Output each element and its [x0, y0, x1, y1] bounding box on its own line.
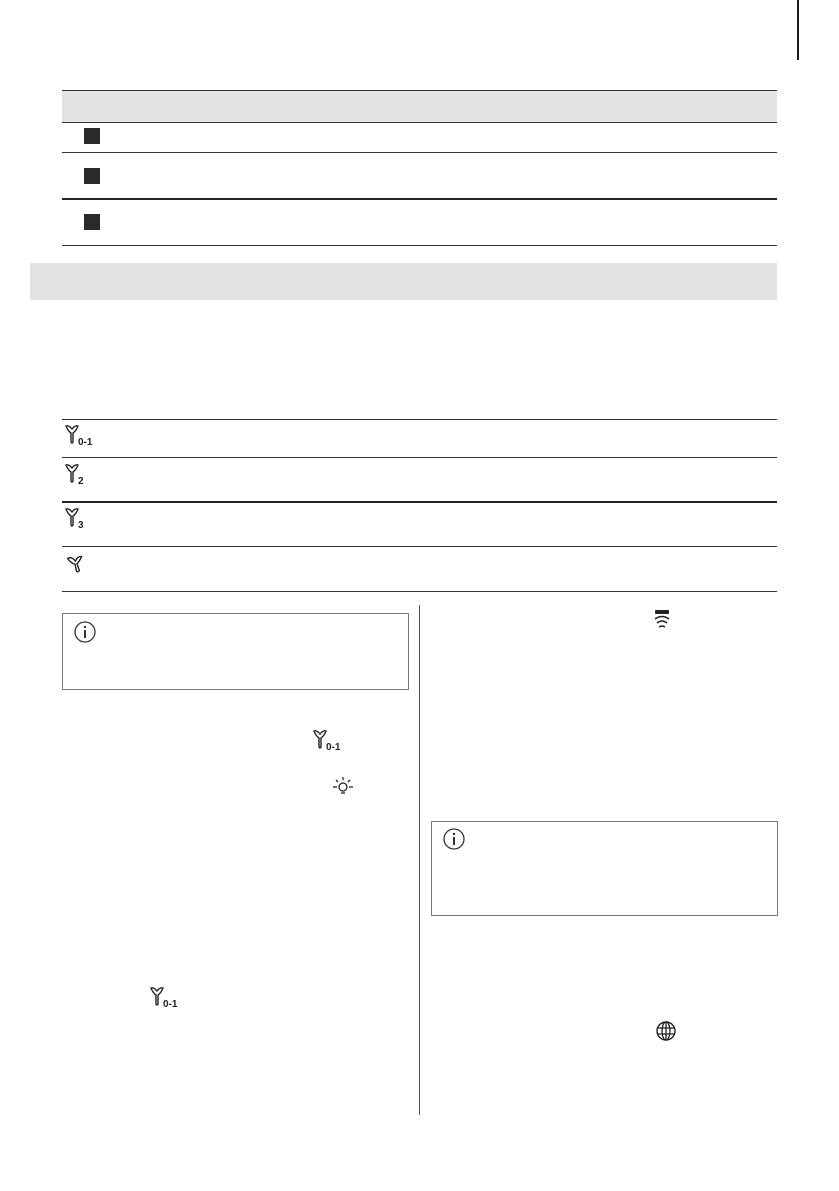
fan-boost-icon [66, 553, 92, 577]
fan-speed-label: 0-1 [78, 437, 93, 448]
square-marker [84, 128, 100, 144]
fan-speed-0-1-icon [64, 424, 104, 448]
square-marker [84, 168, 100, 184]
row-divider [62, 457, 777, 458]
fan-speed-3-icon [64, 507, 94, 531]
row-divider [62, 245, 777, 246]
fan-speed-label: 2 [78, 476, 84, 487]
fan-speed-2-icon [64, 463, 94, 487]
fan-speed-label: 0-1 [326, 742, 341, 753]
crop-mark [797, 0, 799, 60]
table-header-row [62, 90, 777, 123]
section-heading-bar [30, 263, 777, 300]
row-divider [62, 419, 777, 420]
globe-icon [655, 1020, 677, 1042]
row-divider [62, 501, 777, 503]
column-divider [419, 605, 420, 1115]
row-divider [62, 198, 777, 200]
info-note-box [62, 613, 409, 690]
info-note-box [431, 821, 778, 916]
square-marker [84, 214, 100, 230]
row-divider [62, 152, 777, 153]
row-divider [62, 546, 777, 547]
light-icon [330, 776, 356, 798]
fan-speed-label: 3 [78, 520, 84, 531]
info-icon [73, 620, 97, 644]
fan-speed-0-1-icon [312, 729, 352, 753]
info-icon [442, 827, 466, 851]
fan-speed-label: 0-1 [163, 999, 178, 1010]
row-divider [62, 591, 777, 592]
fan-speed-0-1-icon [149, 986, 189, 1010]
remote-signal-icon [651, 609, 673, 631]
